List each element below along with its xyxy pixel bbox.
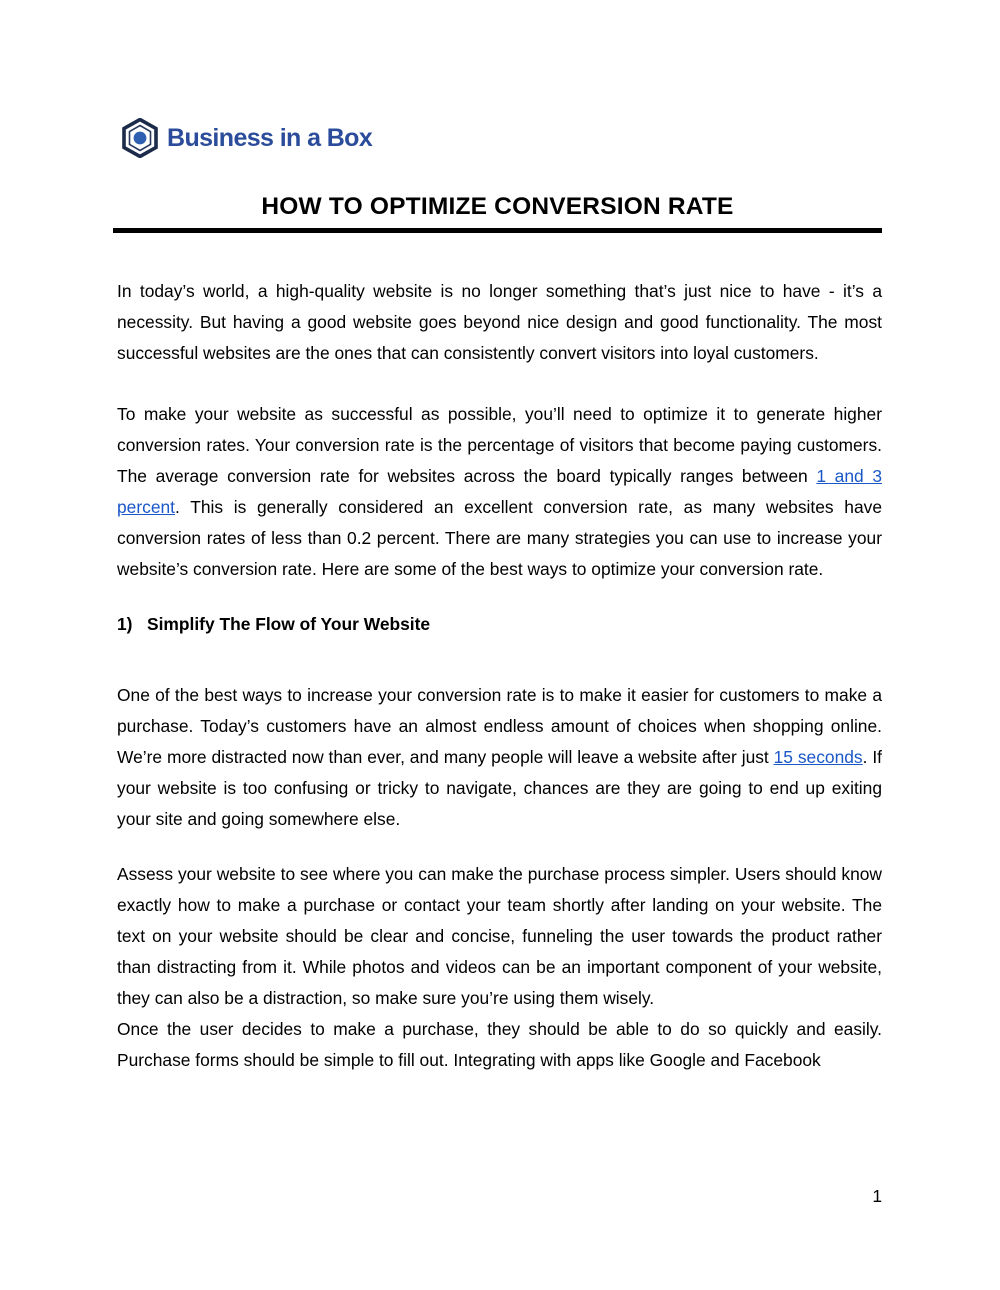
hexagon-circle-logo-icon (122, 118, 158, 158)
page-title: HOW TO OPTIMIZE CONVERSION RATE (261, 193, 734, 220)
paragraph-text-segment: . This is generally considered an excellent conversion rate, as many websites have conversion rates of less than 0.2 percent. There are many strategies you can use to increase your website’s conversion rate. Here are some of the best ways to optimize your conversion rate. (117, 497, 882, 579)
document-body (117, 276, 882, 1076)
page-number: 1 (872, 1186, 882, 1206)
paragraph-purchase-forms: Once the user decides to make a purchase, they should be able to do so quickly and easily. Purchase forms should be simple to fill out. Integrating with apps like Google and Facebook (117, 1019, 882, 1070)
title-divider (113, 228, 882, 233)
section-heading-number: 1) (117, 614, 133, 634)
paragraph-text-segment: To make your website as successful as possible, you’ll need to optimize it to generate higher conversion rates. Your conversion rate is the percentage of visitors that become paying customers. The average conversion rate for websites across the board typically ranges between (117, 404, 882, 486)
paragraph-text-segment: . If your website is too confusing or tricky to navigate, chances are they are going to end up exiting your site and going somewhere else. (117, 747, 883, 829)
link-15-seconds[interactable]: 15 seconds (773, 747, 863, 767)
paragraph-simplify-flow (117, 680, 882, 835)
brand-logo (122, 118, 372, 158)
paragraph-spacer (117, 585, 882, 609)
paragraph-intro: In today’s world, a high-quality website is no longer something that’s just nice to have - it’s a necessity. But having a good website goes beyond nice design and good functionality. The most successful websites are the ones that can consistently convert visitors into loyal customers. (117, 281, 882, 363)
brand-name: Business in a Box (167, 123, 373, 152)
paragraph-spacer (117, 640, 882, 680)
link-1-and-3-percent[interactable]: 1 and 3 percent (117, 466, 882, 517)
section-heading-1 (117, 609, 882, 640)
section-heading-text: Simplify The Flow of Your Website (146, 614, 431, 634)
paragraph-text-segment: One of the best ways to increase your conversion rate is to make it easier for customers to make a purchase. Today’s customers have an almost endless amount of choices when shopping online. We’re more distracted now than ever, and many people will leave a website after just (117, 685, 882, 767)
paragraph-spacer (117, 369, 882, 399)
paragraph-conversion-rates (117, 399, 882, 585)
paragraph-assess-website: Assess your website to see where you can make the purchase process simpler. Users should know exactly how to make a purchase or contact your team shortly after landing on your website. The text on your website should be clear and concise, funneling the user towards the product rather than distracting from it. While photos and videos can be an important component of your website, they can also be a distraction, so make sure you’re using them wisely. (117, 864, 882, 1008)
paragraph-spacer (117, 835, 882, 859)
